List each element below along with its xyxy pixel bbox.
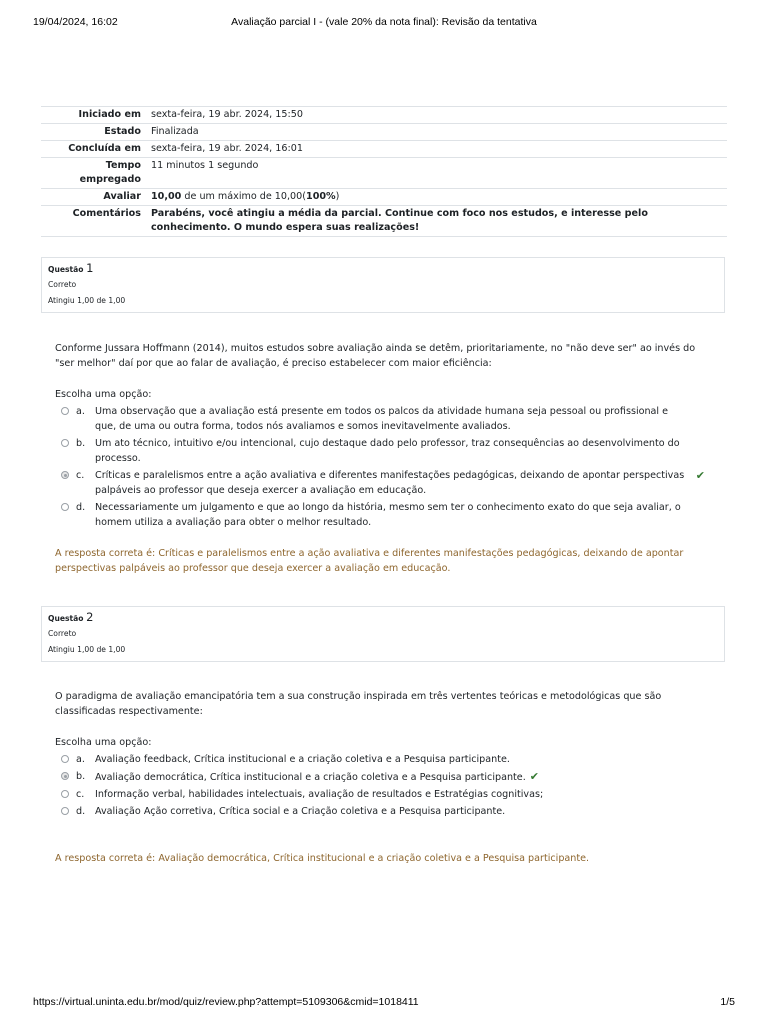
option-letter: d. xyxy=(76,806,86,817)
question-1-info xyxy=(41,257,725,313)
question-1-right-answer: A resposta correta é: Críticas e paralelismos entre a ação avaliativa e diferentes manifestações pedagógicas, deixando de apontar perspectivas palpáveis ao professor que deseja exercer a avaliação em educação. xyxy=(55,548,684,574)
question-1-text: Conforme Jussara Hoffmann (2014), muitos estudos sobre avaliação ainda se detêm, prioritariamente, no "não deve ser" ao invés do "ser melhor" daí por que ao falar de avaliação, é preciso estabelecer com maior eficiência: xyxy=(55,343,696,369)
question-2-info xyxy=(41,606,725,662)
check-icon: ✔ xyxy=(695,469,705,482)
time-value: 11 minutos 1 segundo xyxy=(147,158,727,189)
option-letter: a. xyxy=(76,754,85,765)
question-1-grade: Atingiu 1,00 de 1,00 xyxy=(48,296,126,305)
question-1-content xyxy=(55,341,715,532)
question-1-number xyxy=(48,261,718,277)
option-text: Uma observação que a avaliação está presente em todos os palcos da atividade humana seja pessoal ou profissional e que, de uma ou outra forma, todos nós avaliamos e somos inevitavelmente avaliados. xyxy=(95,406,669,432)
question-2-answers xyxy=(55,752,715,819)
print-url: https://virtual.uninta.edu.br/mod/quiz/review.php?attempt=5109306&cmid=1018411 xyxy=(33,996,419,1008)
time-label: Tempo empregado xyxy=(41,158,147,189)
completed-value: sexta-feira, 19 abr. 2024, 16:01 xyxy=(147,141,727,158)
print-footer xyxy=(33,996,735,1010)
radio-button-selected[interactable] xyxy=(61,772,69,780)
question-2-grade: Atingiu 1,00 de 1,00 xyxy=(48,645,126,654)
option-text: Avaliação feedback, Crítica institucional e a criação coletiva e a Pesquisa participante. xyxy=(95,754,510,765)
question-2-content xyxy=(55,689,715,821)
question-1-state: Correto xyxy=(48,280,77,289)
comments-text: Parabéns, você atingiu a média da parcial. Continue com foco nos estudos, e interesse pelo conhecimento. O mundo espera suas realizações! xyxy=(151,208,648,233)
question-1-option-b[interactable] xyxy=(55,436,715,466)
print-page-number: 1/5 xyxy=(720,996,735,1008)
attempt-summary-table xyxy=(41,106,727,237)
summary-row-time xyxy=(41,158,727,189)
grade-percent: 100% xyxy=(306,191,336,202)
completed-label: Concluída em xyxy=(41,141,147,158)
question-1-num: 1 xyxy=(86,261,94,275)
check-icon: ✔ xyxy=(529,770,539,783)
summary-row-started xyxy=(41,107,727,124)
question-2-option-a[interactable] xyxy=(55,752,715,767)
question-2-right-answer: A resposta correta é: Avaliação democrática, Crítica institucional e a criação coletiva e a Pesquisa participante. xyxy=(55,853,590,864)
state-value: Finalizada xyxy=(147,124,727,141)
option-letter: d. xyxy=(76,502,86,513)
question-2-state: Correto xyxy=(48,629,77,638)
question-2-option-c[interactable] xyxy=(55,787,715,802)
radio-button[interactable] xyxy=(61,790,69,798)
question-1-label: Questão xyxy=(48,265,84,274)
comments-label: Comentários xyxy=(41,206,147,237)
question-2-number xyxy=(48,610,718,626)
option-text: Críticas e paralelismos entre a ação avaliativa e diferentes manifestações pedagógicas, deixando de apontar perspectivas palpáveis ao professor que deseja exercer a avaliação em educação. xyxy=(95,470,685,496)
summary-row-comments xyxy=(41,206,727,237)
grade-end: ) xyxy=(335,191,340,202)
option-text: Necessariamente um julgamento e que ao longo da história, mesmo sem ter o conhecimento exato do que seja avaliar, o homem utiliza a avaliação para obter o melhor resultado. xyxy=(95,502,681,528)
option-text: Um ato técnico, intuitivo e/ou intencional, cujo destaque dado pelo professor, traz consequências ao desenvolvimento do processo. xyxy=(95,438,680,464)
option-letter: b. xyxy=(76,438,86,449)
grade-mid: de um máximo de 10,00( xyxy=(181,191,307,202)
question-2-option-d[interactable] xyxy=(55,804,715,819)
summary-row-completed xyxy=(41,141,727,158)
question-2-label: Questão xyxy=(48,614,84,623)
option-text: Informação verbal, habilidades intelectuais, avaliação de resultados e Estratégias cognitivas; xyxy=(95,789,544,800)
summary-row-grade xyxy=(41,189,727,206)
question-1-option-c[interactable] xyxy=(55,468,715,498)
option-letter: c. xyxy=(76,470,85,481)
question-2-text: O paradigma de avaliação emancipatória tem a sua construção inspirada em três vertentes teóricas e metodológicas que são classificadas respectivamente: xyxy=(55,691,662,717)
radio-button-selected[interactable] xyxy=(61,471,69,479)
question-1-option-d[interactable] xyxy=(55,500,715,530)
radio-button[interactable] xyxy=(61,807,69,815)
radio-button[interactable] xyxy=(61,439,69,447)
started-label: Iniciado em xyxy=(41,107,147,124)
question-2-num: 2 xyxy=(86,610,94,624)
option-letter: b. xyxy=(76,771,86,782)
summary-row-state xyxy=(41,124,727,141)
option-letter: c. xyxy=(76,789,85,800)
radio-button[interactable] xyxy=(61,503,69,511)
state-label: Estado xyxy=(41,124,147,141)
comments-value xyxy=(147,206,727,237)
question-1-prompt: Escolha uma opção: xyxy=(55,389,152,400)
print-datetime: 19/04/2024, 16:02 xyxy=(33,16,118,28)
print-title: Avaliação parcial I - (vale 20% da nota final): Revisão da tentativa xyxy=(231,16,537,28)
option-text: Avaliação democrática, Crítica institucional e a criação coletiva e a Pesquisa participante. xyxy=(95,772,526,783)
option-letter: a. xyxy=(76,406,85,417)
grade-value xyxy=(147,189,727,206)
question-2-option-b[interactable] xyxy=(55,769,715,785)
question-1-option-a[interactable] xyxy=(55,404,715,434)
question-1-answers xyxy=(55,404,715,530)
grade-label: Avaliar xyxy=(41,189,147,206)
radio-button[interactable] xyxy=(61,755,69,763)
started-value: sexta-feira, 19 abr. 2024, 15:50 xyxy=(147,107,727,124)
print-header xyxy=(33,16,735,30)
option-text: Avaliação Ação corretiva, Crítica social e a Criação coletiva e a Pesquisa participante. xyxy=(95,806,506,817)
grade-score: 10,00 xyxy=(151,191,182,202)
question-2-prompt: Escolha uma opção: xyxy=(55,737,152,748)
radio-button[interactable] xyxy=(61,407,69,415)
